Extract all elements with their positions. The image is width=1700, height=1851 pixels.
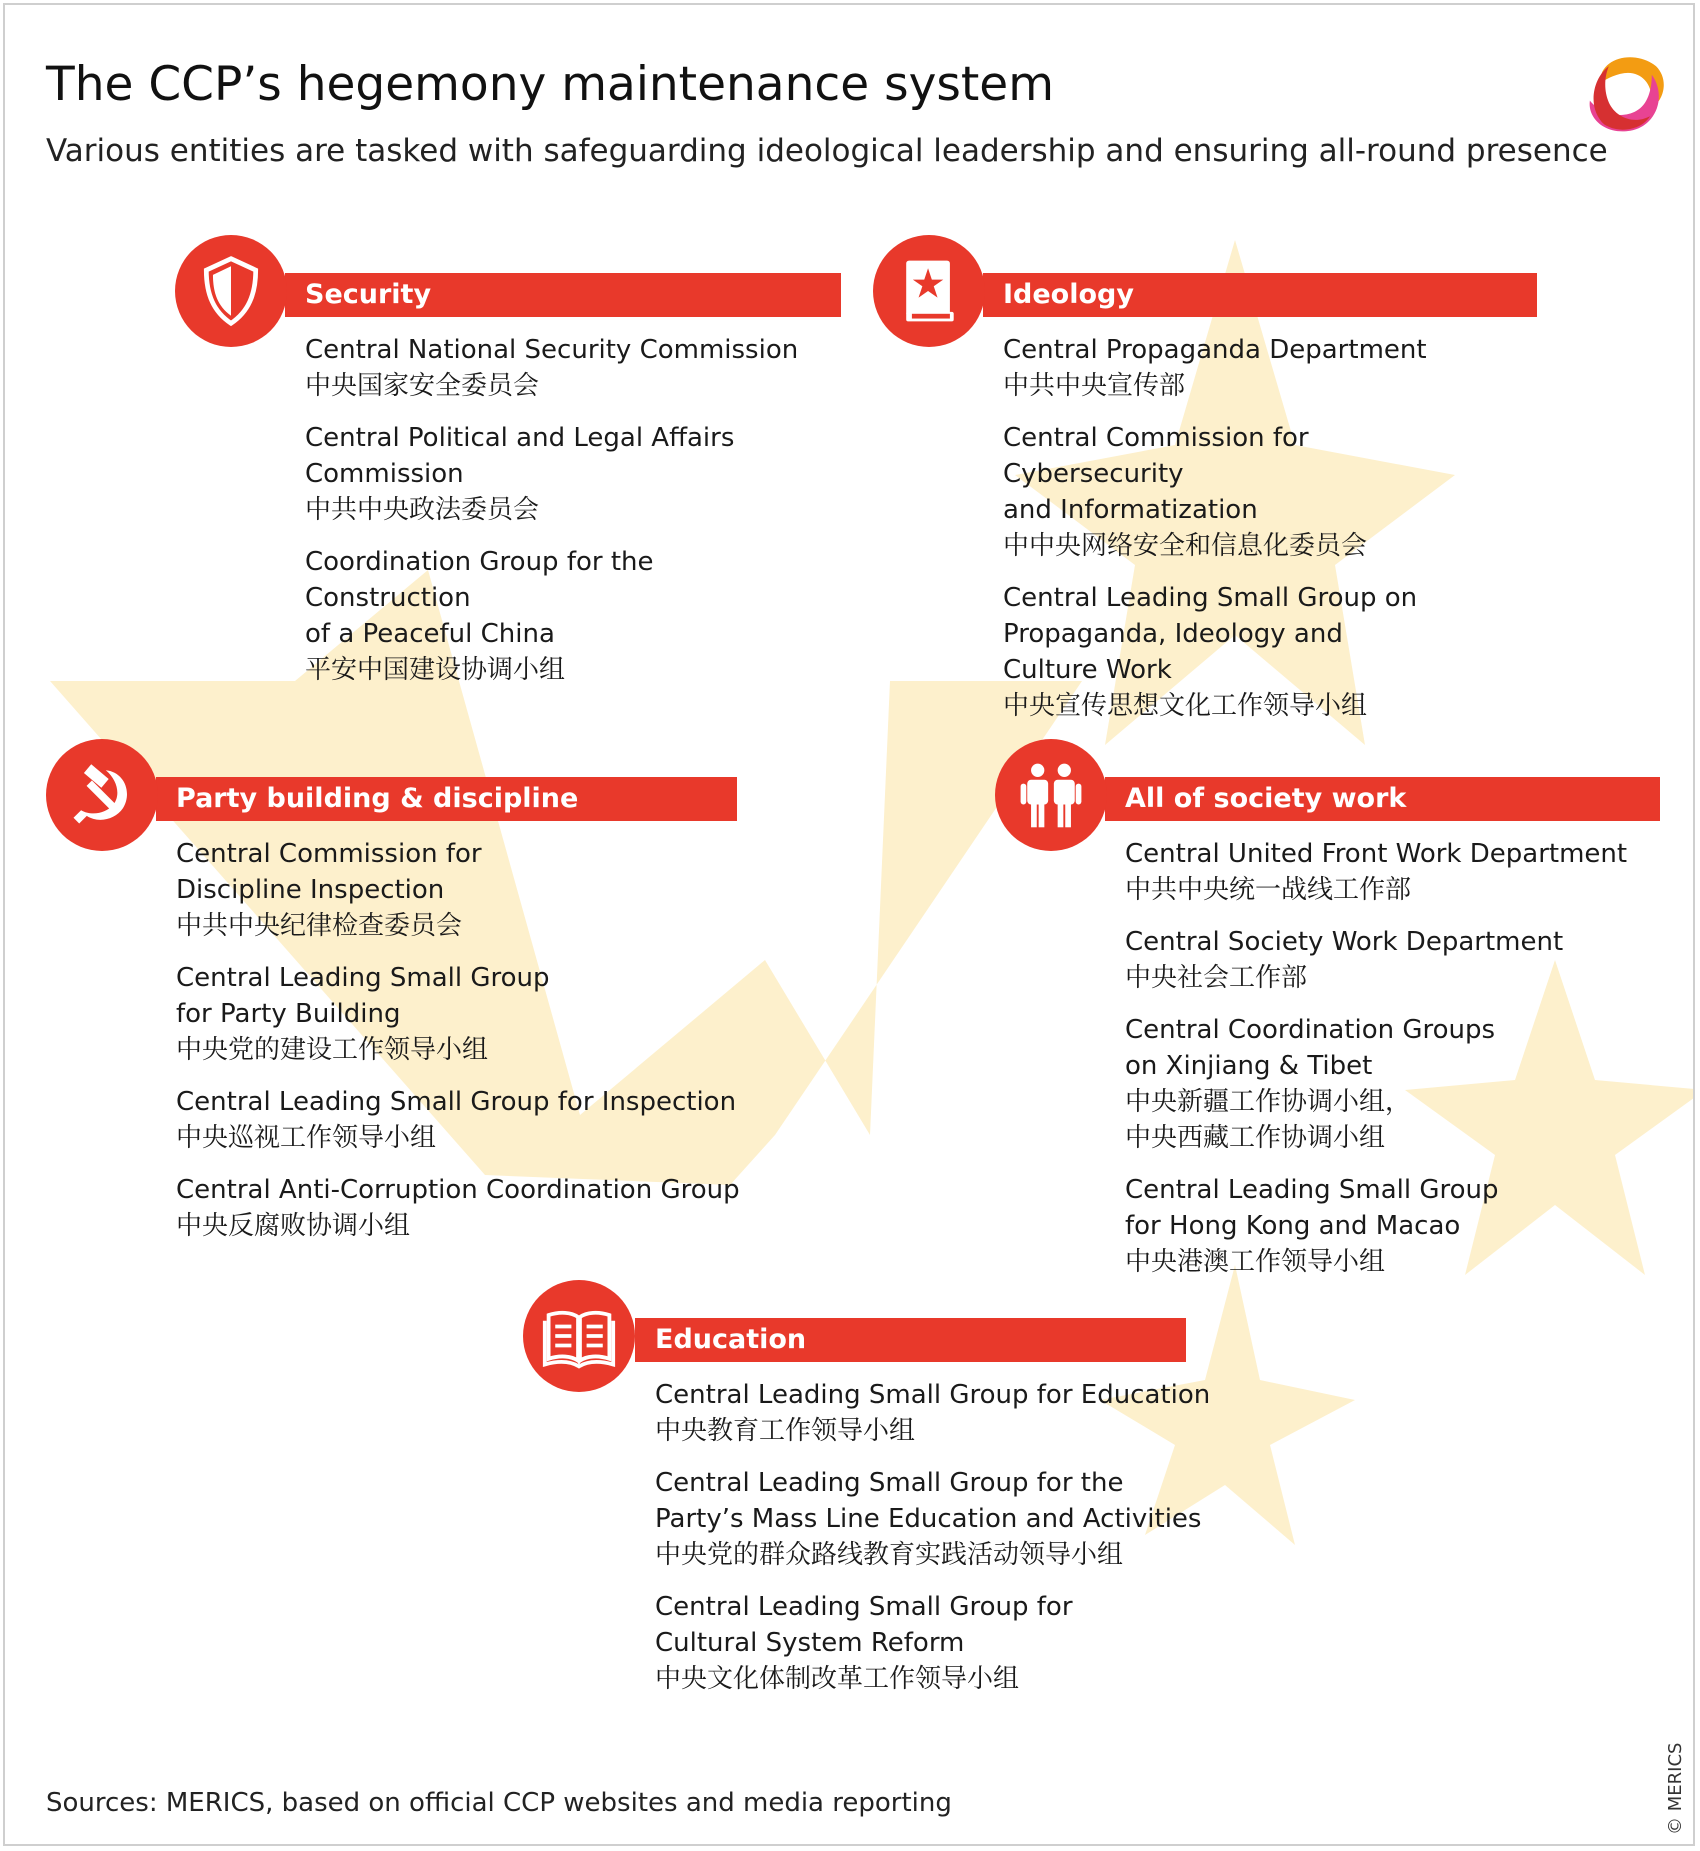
entry-chinese-name: 中共中央统一战线工作部	[1125, 875, 1412, 905]
section-education-entries	[655, 1377, 1210, 1713]
star-book-icon	[891, 253, 967, 329]
entry-chinese-name: 平安中国建设协调小组	[305, 655, 566, 685]
entry-peaceful-china-coordination-group	[305, 544, 798, 688]
section-party-building-entries	[176, 836, 740, 1260]
entry-chinese-name: 中央国家安全委员会	[305, 371, 540, 401]
section-ideology-icon-circle	[873, 235, 985, 347]
entry-chinese-name: 中央新疆工作协调小组， 中央西藏工作协调小组	[1125, 1087, 1412, 1153]
section-ideology-banner: Ideology	[983, 273, 1537, 317]
infographic-frame	[3, 3, 1695, 1846]
entry-central-political-legal-affairs-commission	[305, 420, 798, 528]
people-icon	[1013, 757, 1089, 833]
entry-english-name: Central Leading Small Group for Education	[655, 1380, 1211, 1410]
entry-discipline-inspection-commission	[176, 836, 740, 944]
page-subtitle: Various entities are tasked with safeguarding ideological leadership and ensuring all-round presence	[46, 133, 1608, 169]
entry-chinese-name: 中中央网络安全和信息化委员会	[1003, 531, 1368, 561]
entry-chinese-name: 中央港澳工作领导小组	[1125, 1247, 1386, 1277]
entry-chinese-name: 中共中央宣传部	[1003, 371, 1186, 401]
section-security-banner: Security	[285, 273, 841, 317]
entry-english-name: Coordination Group for the Construction of a Peaceful China	[305, 547, 654, 649]
entry-english-name: Central Leading Small Group for the Party’s Mass Line Education and Activities	[655, 1468, 1202, 1534]
entry-central-propaganda-department	[1003, 332, 1427, 404]
entry-xinjiang-tibet-groups	[1125, 1012, 1627, 1156]
entry-english-name: Central Commission for Discipline Inspection	[176, 839, 482, 905]
entry-english-name: Central Leading Small Group for Cultural System Reform	[655, 1592, 1073, 1658]
section-education-banner: Education	[635, 1318, 1186, 1362]
entry-chinese-name: 中共中央政法委员会	[305, 495, 540, 525]
entry-english-name: Central Leading Small Group for Party Building	[176, 963, 550, 1029]
entry-chinese-name: 中共中央纪律检查委员会	[176, 911, 463, 941]
entry-mass-line-education-group	[655, 1465, 1210, 1573]
entry-english-name: Central Society Work Department	[1125, 927, 1564, 957]
sources-note: Sources: MERICS, based on official CCP websites and media reporting	[46, 1788, 952, 1818]
entry-central-national-security-commission	[305, 332, 798, 404]
entry-chinese-name: 中央党的群众路线教育实践活动领导小组	[655, 1540, 1124, 1570]
entry-english-name: Central United Front Work Department	[1125, 839, 1628, 869]
open-book-icon	[541, 1298, 617, 1374]
section-party-building-banner: Party building & discipline	[156, 777, 737, 821]
page-title: The CCP’s hegemony maintenance system	[46, 57, 1054, 112]
entry-english-name: Central Propaganda Department	[1003, 335, 1427, 365]
section-security-icon-circle	[175, 235, 287, 347]
shield-icon	[193, 253, 269, 329]
logo-white-center	[1611, 82, 1640, 111]
entry-chinese-name: 中央社会工作部	[1125, 963, 1308, 993]
entry-society-work-department	[1125, 924, 1627, 996]
entry-central-cybersecurity-commission	[1003, 420, 1427, 564]
entry-chinese-name: 中央教育工作领导小组	[655, 1416, 916, 1446]
entry-english-name: Central Leading Small Group on Propaganda, Ideology and Culture Work	[1003, 583, 1418, 685]
entry-english-name: Central Anti-Corruption Coordination Group	[176, 1175, 740, 1205]
section-education-icon-circle	[523, 1280, 635, 1392]
section-society-work-banner: All of society work	[1105, 777, 1660, 821]
entry-chinese-name: 中央反腐败协调小组	[176, 1211, 411, 1241]
entry-chinese-name: 中央宣传思想文化工作领导小组	[1003, 691, 1368, 721]
copyright-notice: © MERICS	[1665, 1742, 1686, 1835]
entry-education-group	[655, 1377, 1210, 1449]
hammer-sickle-icon	[64, 757, 140, 833]
entry-english-name: Central Coordination Groups on Xinjiang & Tibet	[1125, 1015, 1496, 1081]
entry-hong-kong-macao-group	[1125, 1172, 1627, 1280]
entry-chinese-name: 中央党的建设工作领导小组	[176, 1035, 489, 1065]
section-ideology-entries	[1003, 332, 1427, 740]
entry-party-building-group	[176, 960, 740, 1068]
entry-inspection-group	[176, 1084, 740, 1156]
entry-chinese-name: 中央巡视工作领导小组	[176, 1123, 437, 1153]
section-security-entries	[305, 332, 798, 704]
section-society-work-entries	[1125, 836, 1627, 1296]
entry-english-name: Central Political and Legal Affairs Commission	[305, 423, 735, 489]
section-society-work-icon-circle	[995, 739, 1107, 851]
entry-cultural-system-reform-group	[655, 1589, 1210, 1697]
entry-united-front-work-department	[1125, 836, 1627, 908]
entry-anti-corruption-group	[176, 1172, 740, 1244]
section-party-building-icon-circle	[46, 739, 158, 851]
entry-chinese-name: 中央文化体制改革工作领导小组	[655, 1664, 1020, 1694]
entry-english-name: Central National Security Commission	[305, 335, 799, 365]
entry-propaganda-ideology-culture-group	[1003, 580, 1427, 724]
entry-english-name: Central Commission for Cybersecurity and Informatization	[1003, 423, 1309, 525]
merics-logo	[1583, 49, 1669, 135]
entry-english-name: Central Leading Small Group for Inspection	[176, 1087, 737, 1117]
entry-english-name: Central Leading Small Group for Hong Kong and Macao	[1125, 1175, 1499, 1241]
